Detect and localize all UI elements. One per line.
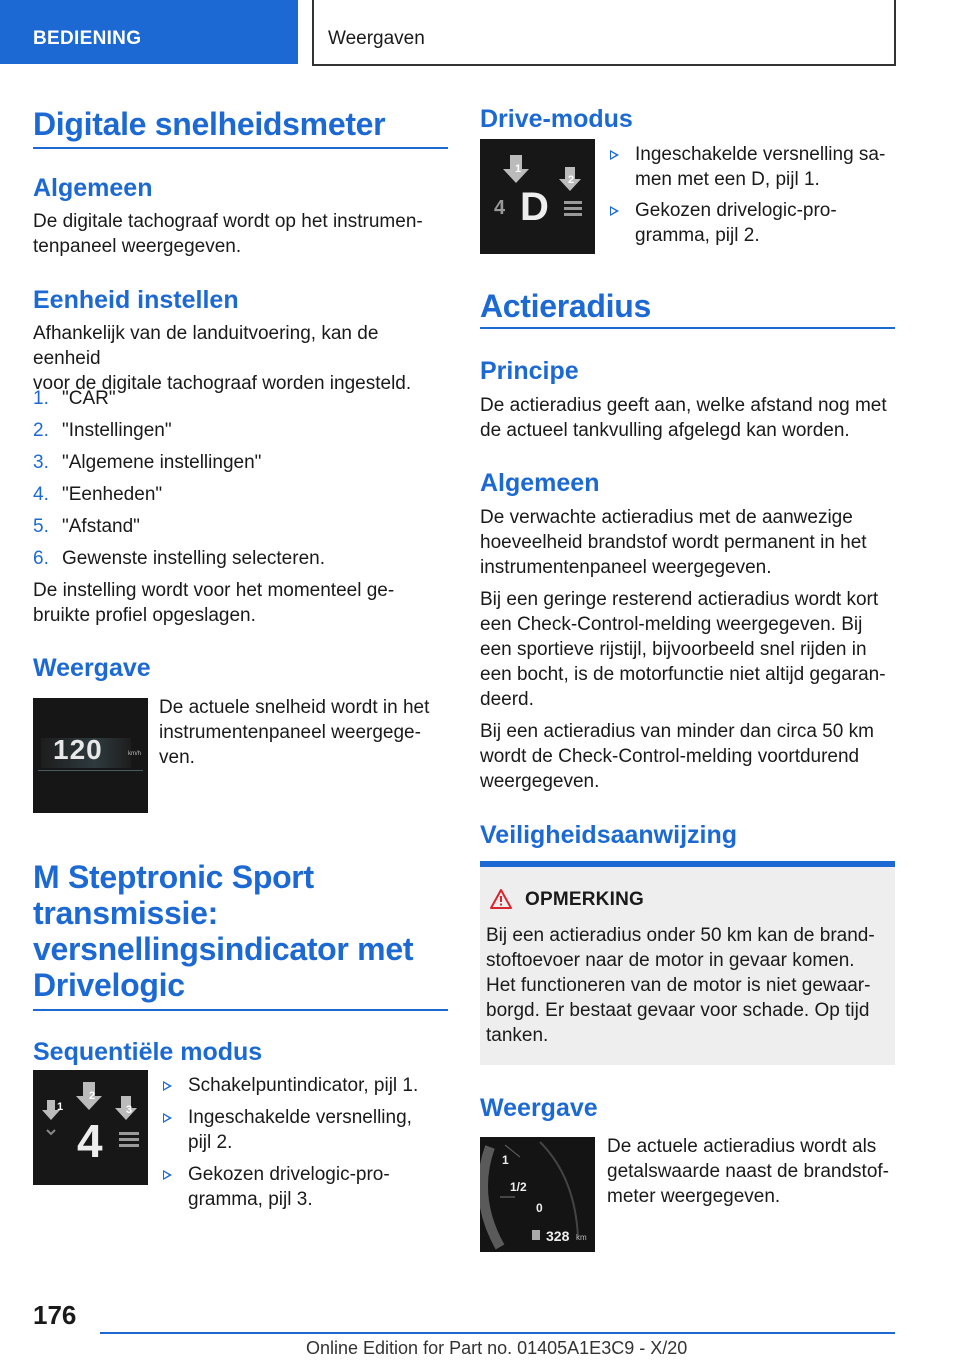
arrow-label-1: 1 (57, 1101, 64, 1113)
chapter-title: Weergaven (312, 0, 896, 66)
subheading-drive-modus: Drive-modus (480, 105, 633, 133)
warning-label: OPMERKING (525, 889, 644, 910)
warning-text: Bij een actieradius onder 50 km kan de brand- stoftoevoer naar de motor in gevaar komen. Het functioneren van de motor is niet gewaar- borgd. Er bestaat gevaar voor schade. Op tijd tanken. (486, 925, 875, 1046)
sequential-gear-image (33, 1070, 148, 1185)
subheading-eenheid-instellen: Eenheid instellen (33, 286, 239, 314)
paragraph-instelling: De instelling wordt voor het momenteel ge- bruikte profiel opgeslagen. (33, 580, 395, 626)
paragraph-algemeen-1: De verwachte actieradius met de aanwezige hoeveelheid brandstof wordt permanent in het instrumentenpaneel weergegeven. (480, 507, 867, 578)
arrow-label-1: 1 (515, 163, 522, 175)
subheading-algemeen: Algemeen (33, 174, 153, 202)
subheading-sequentiele-modus: Sequentiële modus (33, 1038, 263, 1066)
bullet-triangle-icon (610, 150, 619, 160)
paragraph-algemeen-2: Bij een geringe resterend actieradius wordt kort een Check-Control-melding weergegeven. Bij een sportieve rijstijl, bijvoorbeeld snel rijden in een bocht, is de motorfunctie niet altijd gegaran- deerd. (480, 589, 886, 710)
drive-mode-image (480, 139, 595, 254)
bullet-triangle-icon (610, 206, 619, 216)
bullet-triangle-icon (163, 1081, 172, 1091)
heading-rule (33, 147, 448, 149)
page-header (0, 0, 960, 66)
heading-digitale-snelheidsmeter: Digitale snelheidsmeter (33, 106, 386, 142)
heading-rule (33, 1009, 448, 1011)
speedometer-image (33, 698, 148, 813)
list-item: Ingeschakelde versnelling sa- men met een D, pijl 1. (635, 144, 886, 190)
subheading-veiligheidsaanwijzing: Veiligheidsaanwijzing (480, 821, 738, 849)
gear-number-small: 4 (494, 197, 506, 219)
footer-rule (100, 1332, 895, 1334)
speed-value: 120 (53, 734, 103, 765)
paragraph-principe: De actieradius geeft aan, welke afstand nog met de actueel tankvulling afgelegd kan worden. (480, 395, 887, 441)
section-tab: BEDIENING (0, 0, 298, 64)
subheading-weergave: Weergave (33, 654, 151, 682)
page-number: 176 (33, 1300, 77, 1330)
gear-number: 4 (77, 1115, 103, 1167)
range-display-image (480, 1137, 595, 1252)
arrow-label-2: 2 (568, 174, 575, 186)
arrow-label-3: 3 (126, 1104, 133, 1116)
heading-actieradius: Actieradius (480, 288, 651, 324)
warning-triangle-icon (490, 889, 512, 909)
list-item: Ingeschakelde versnelling, pijl 2. (188, 1107, 412, 1153)
subheading-algemeen-right: Algemeen (480, 469, 600, 497)
subheading-weergave-right: Weergave (480, 1094, 598, 1122)
heading-rule (480, 327, 895, 329)
list-item: Schakelpuntindicator, pijl 1. (188, 1075, 419, 1096)
range-value: 328 (546, 1228, 570, 1244)
gauge-label-full: 1 (502, 1153, 509, 1167)
subheading-principe: Principe (480, 357, 579, 385)
list-item: Gekozen drivelogic-pro- gramma, pijl 2. (635, 200, 837, 246)
speed-unit: km/h (128, 751, 142, 757)
drive-letter: D (520, 185, 549, 229)
bullet-triangle-icon (163, 1113, 172, 1123)
range-unit: km (576, 1233, 587, 1242)
warning-box (480, 861, 895, 1065)
heading-m-steptronic: M Steptronic Sport transmissie: versnellingsindicator met Drivelogic (33, 859, 414, 1003)
paragraph-eenheid: Afhankelijk van de landuitvoering, kan de eenheid voor de digitale tachograaf worden ingesteld. (33, 323, 412, 394)
paragraph-weergave-right: De actuele actieradius wordt als getalswaarde naast de brandstof- meter weergegeven. (607, 1136, 890, 1207)
edition-text: Online Edition for Part no. 01405A1E3C9 - X/20 (306, 1338, 688, 1358)
arrow-label-2: 2 (89, 1090, 96, 1102)
paragraph-algemeen-3: Bij een actieradius van minder dan circa 50 km wordt de Check-Control-melding voortdurend weergegeven. (480, 721, 874, 792)
paragraph-algemeen: De digitale tachograaf wordt op het instrumen- tenpaneel weergegeven. (33, 211, 423, 257)
gauge-label-half: 1/2 (510, 1180, 527, 1194)
gauge-label-empty: 0 (536, 1201, 543, 1215)
paragraph-weergave: De actuele snelheid wordt in het instrumentenpaneel weergege- ven. (159, 697, 430, 768)
bullet-triangle-icon (163, 1170, 172, 1180)
list-item: Gekozen drivelogic-pro- gramma, pijl 3. (188, 1164, 390, 1210)
